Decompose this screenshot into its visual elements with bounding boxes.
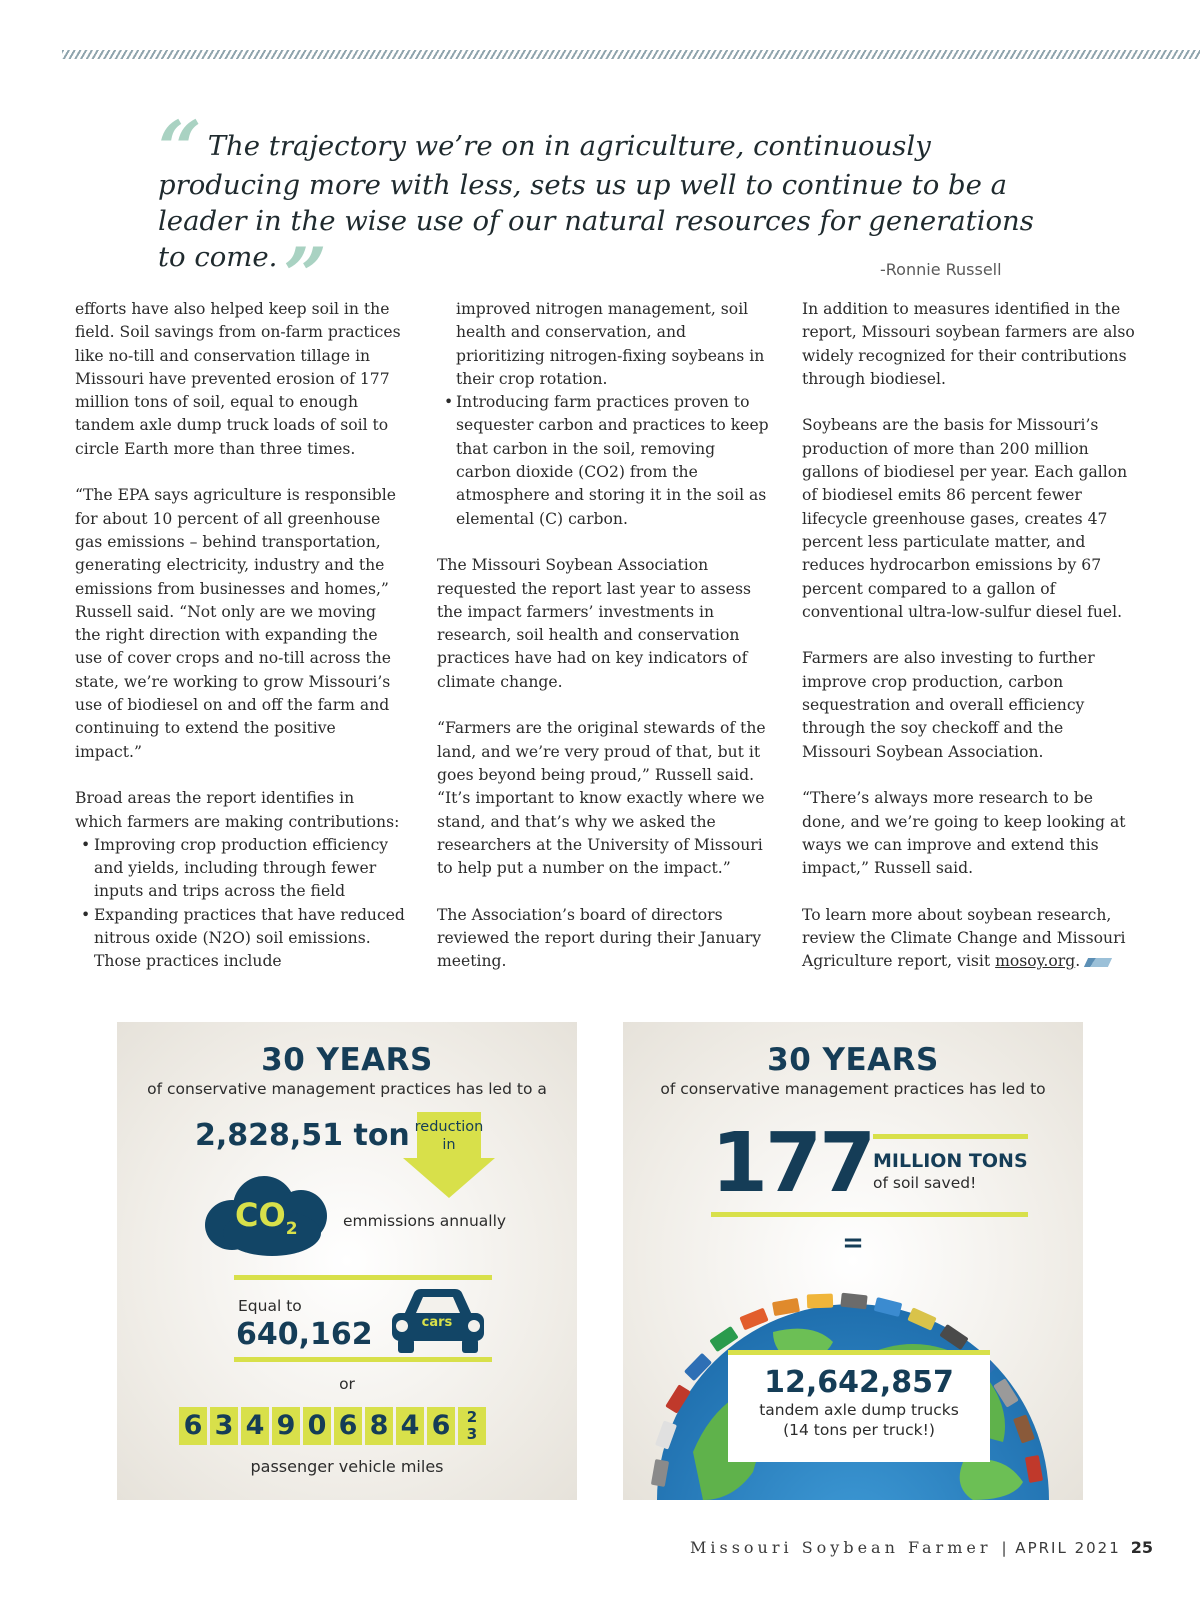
paragraph: “The EPA says agriculture is responsible for about 10 percent of all greenhouse gas emissions – behind transportation, generating electricity, industry and the emissions from businesses and homes,” Russell said. “Not only are we moving the right direction with expanding the use of cover crops and no-till across the state, we’re working to grow Missouri’s use of biodiesel on and off the farm and continuing to extend the positive impact.” [75, 486, 396, 761]
trucks-equivalent: 12,642,857 tandem axle dump trucks (14 tons per truck!) [728, 1350, 990, 1462]
paragraph: To learn more about soybean research, review the Climate Change and Missouri Agriculture report, visit mosoy.org. [802, 905, 1126, 971]
infographic-title: 30 YEARS [261, 1042, 433, 1078]
paragraph: “There’s always more research to be done, and we’re going to keep looking at ways we can improve and extend this impact,” Russell said. [802, 789, 1126, 878]
page-number: 25 [1130, 1538, 1154, 1557]
odometer-digit: 8 [365, 1407, 393, 1445]
paragraph: The Missouri Soybean Association requested the report last year to assess the impact farmers’ investments in research, soil health and conservation practices have had on key indicators of climate change. [437, 556, 751, 691]
article-end-icon [1084, 958, 1112, 967]
million-tons-label: MILLION TONS [873, 1150, 1028, 1172]
paragraph: Broad areas the report identifies in which farmers are making contributions: [75, 789, 400, 831]
close-quote-icon: ” [283, 231, 328, 320]
bullet-continuation: improved nitrogen management, soil health and conservation, and prioritizing nitrogen-fixing soybeans in their crop rotation. [456, 300, 765, 388]
odometer-digit: 0 [303, 1407, 331, 1445]
odometer-digit: 4 [396, 1407, 424, 1445]
pull-quote-text: The trajectory we’re on in agriculture, continuously producing more with less, sets us up well to continue to be a leader in the wise use of our natural resources for generations to come. [158, 130, 1034, 273]
paragraph: “Farmers are the original stewards of the land, and we’re very proud of that, but it goes beyond being proud,” Russell said. “It’s important to know exactly where we stand, and that’s why we asked the researchers at the University of Missouri to help put a number on the impact.” [437, 719, 766, 878]
soil-saved-number: 177 [711, 1116, 874, 1211]
infographic-subtitle: of conservative management practices has led to a [147, 1080, 547, 1098]
mosoy-link[interactable]: mosoy.org [995, 952, 1076, 971]
emissions-label: emmissions annually [343, 1212, 507, 1230]
soil-infographic [623, 1022, 1083, 1500]
quote-attribution: -Ronnie Russell [880, 260, 1002, 279]
article-column-2 [437, 298, 772, 974]
car-icon: cars [384, 1285, 492, 1357]
paragraph: efforts have also helped keep soil in the field. Soil savings from on-farm practices like no-till and conservation tillage in Missouri have prevented erosion of 177 million tons of soil, equal to enough tandem axle dump truck loads of soil to circle Earth more than three times. [75, 300, 401, 458]
miles-label: passenger vehicle miles [250, 1457, 444, 1476]
paragraph: Farmers are also investing to further improve crop production, carbon sequestration and overall efficiency through the soy checkoff and the Missouri Soybean Association. [802, 649, 1095, 761]
odometer-digit: 6 [179, 1407, 207, 1445]
odometer-digit: 4 [241, 1407, 269, 1445]
co2-cloud-icon: $CO_2$ [205, 1170, 335, 1262]
odometer-digit: 9 [272, 1407, 300, 1445]
odometer-digit: 3 [210, 1407, 238, 1445]
magazine-name: Missouri Soybean Farmer [690, 1538, 992, 1557]
list-item: • Introducing farm practices proven to sequester carbon and practices to keep that carbon in the soil, removing carbon dioxide (CO2) from the atmosphere and storing it in the soil as elemental (C) carbon. [437, 391, 772, 531]
list-item: • Improving crop production efficiency and yields, including through fewer inputs and trips across the field [75, 834, 405, 904]
odometer-rolling-digit: 2 3 [458, 1407, 486, 1445]
paragraph: Soybeans are the basis for Missouri’s production of more than 200 million gallons of biodiesel per year. Each gallon of biodiesel emits 86 percent fewer lifecycle greenhouse gases, creates 47 percent less particulate matter, and reduces hydrocarbon emissions by 67 percent compared to a gallon of conventional ultra-low-sulfur diesel fuel. [802, 416, 1128, 621]
trucks-number: 12,642,857 [764, 1365, 954, 1400]
list-item: • Expanding practices that have reduced nitrous oxide (N2O) soil emissions. Those practices include [75, 904, 405, 974]
soil-saved-label: of soil saved! [873, 1174, 977, 1192]
page-footer [690, 1538, 1154, 1557]
paragraph: In addition to measures identified in the report, Missouri soybean farmers are also widely recognized for their contributions through biodiesel. [802, 300, 1135, 388]
bullet-list [75, 834, 405, 974]
divider [711, 1212, 1028, 1217]
odometer-digit: 6 [334, 1407, 362, 1445]
co2-infographic: 30 YEARS of conservative management practices has led to a 2,828,51 ton reduction in $CO_2$ emmissions annually Equal to 640,162 cars or 6 3 4 9 0 6 8 4 6 2 3 passenger vehicle miles [117, 1022, 577, 1500]
article-column-1 [75, 298, 405, 997]
cars-equivalent: Equal to 640,162 cars [234, 1275, 492, 1363]
paragraph: The Association’s board of directors reviewed the report during their January meeting. [437, 905, 762, 971]
bullet-list [437, 391, 772, 531]
co2-tons-value: 2,828,51 ton [195, 1118, 410, 1153]
open-quote-icon: “ [158, 104, 202, 193]
down-arrow-icon: reduction in [403, 1112, 495, 1212]
odometer-digit: 6 [427, 1407, 455, 1445]
top-decorative-stripe [62, 50, 1200, 59]
odometer [179, 1407, 486, 1445]
divider [873, 1134, 1028, 1139]
article-column-3 [802, 298, 1137, 974]
cars-number: 640,162 [236, 1317, 373, 1352]
equals-sign: = [842, 1228, 864, 1258]
infographic-subtitle: of conservative management practices has led to [660, 1080, 1046, 1098]
issue-date: | APRIL 2021 [1001, 1539, 1121, 1557]
infographic-title: 30 YEARS [767, 1042, 939, 1078]
